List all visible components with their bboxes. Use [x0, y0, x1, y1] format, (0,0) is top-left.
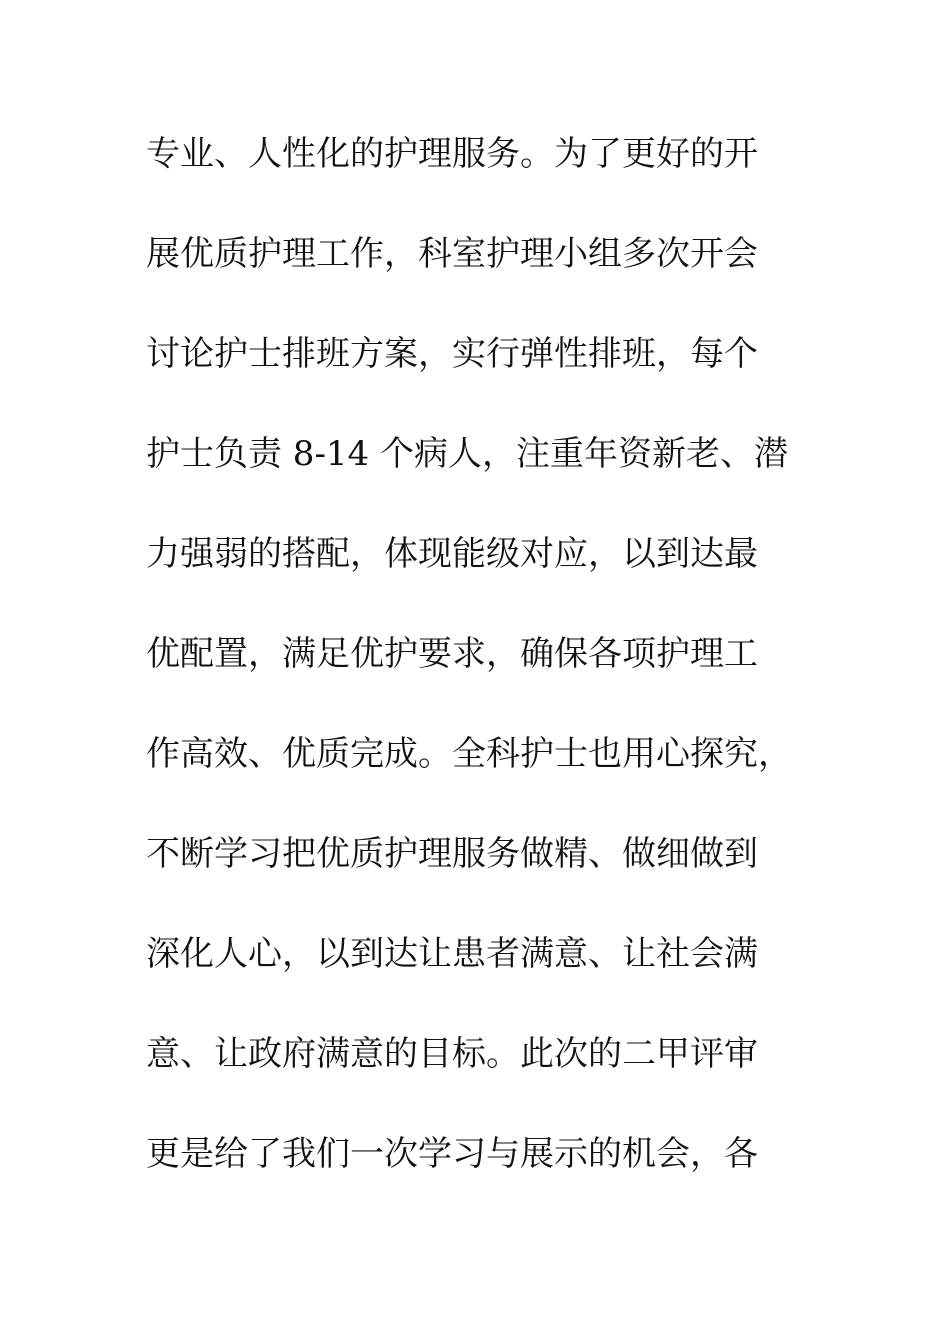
- text-line: 专业、人性化的护理服务。为了更好的开: [146, 134, 758, 174]
- text-line: 深化人心，以到达让患者满意、让社会满: [146, 934, 758, 974]
- body-text: [146, 127, 826, 1227]
- text-line: 优配置，满足优护要求，确保各项护理工: [146, 634, 758, 674]
- text-line: 作高效、优质完成。全科护士也用心探究，: [146, 734, 792, 774]
- text-line: 更是给了我们一次学习与展示的机会，各: [146, 1134, 758, 1174]
- text-line: 展优质护理工作，科室护理小组多次开会: [146, 234, 758, 274]
- text-line: 力强弱的搭配，体现能级对应，以到达最: [146, 534, 758, 574]
- text-line: 讨论护士排班方案，实行弹性排班，每个: [146, 334, 758, 374]
- text-line: 不断学习把优质护理服务做精、做细做到: [146, 834, 758, 874]
- text-line: 意、让政府满意的目标。此次的二甲评审: [146, 1034, 758, 1074]
- text-line: 护士负责 8-14 个病人，注重年资新老、潜: [146, 434, 788, 474]
